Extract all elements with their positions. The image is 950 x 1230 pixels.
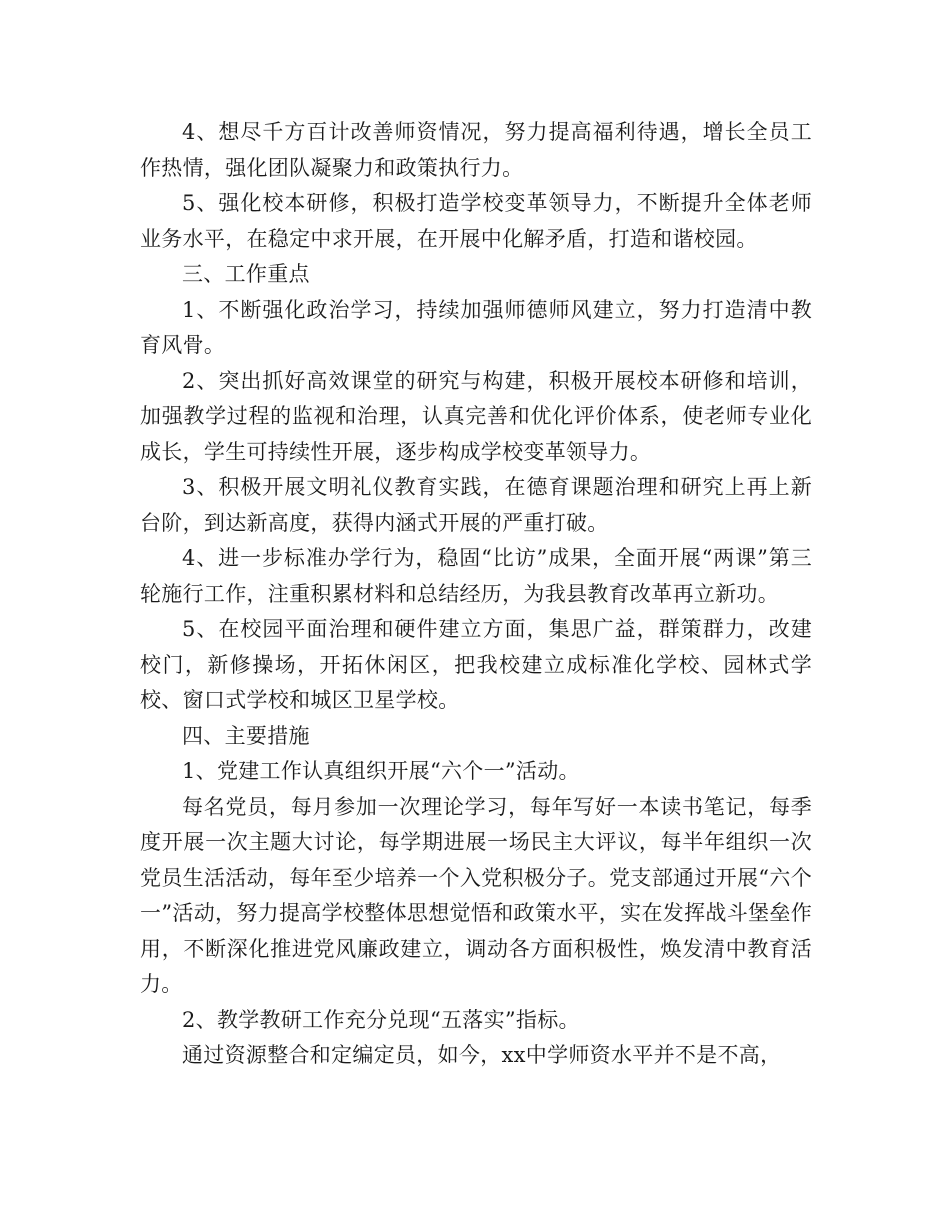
paragraph-goal-5: 5、强化校本研修，积极打造学校变革领导力，不断提升全体老师业务水平，在稳定中求开展，在开展中化解矛盾，打造和谐校园。: [140, 191, 812, 251]
paragraph-measure-2-detail: 通过资源整合和定编定员，如今，xx中学师资水平并不是不高，: [182, 1043, 782, 1067]
paragraph-measure-1: 1、党建工作认真组织开展“六个一”活动。: [182, 759, 580, 783]
paragraph-goal-4: 4、想尽千方百计改善师资情况，努力提高福利待遇，增长全员工作热情，强化团队凝聚力和政策执行力。: [140, 120, 812, 180]
paragraph-focus-2: 2、突出抓好高效课堂的研究与构建，积极开展校本研修和培训，加强教学过程的监视和治理，认真完善和优化评价体系，使老师专业化成长，学生可持续性开展，逐步构成学校变革领导力。: [140, 368, 812, 464]
paragraph-focus-5: 5、在校园平面治理和硬件建立方面，集思广益，群策群力，改建校门，新修操场，开拓休闲区，把我校建立成标准化学校、园林式学校、窗口式学校和城区卫星学校。: [140, 617, 812, 712]
paragraph-measure-1-detail: 每名党员，每月参加一次理论学习，每年写好一本读书笔记，每季度开展一次主题大讨论，每学期进展一场民主大评议，每半年组织一次党员生活活动，每年至少培养一个入党积极分子。党支部通过开展“六个一”活动，努力提高学校整体思想觉悟和政策水平，实在发挥战斗堡垒作用，不断深化推进党风廉政建立，调动各方面积极性，焕发清中教育活力。: [140, 794, 812, 996]
paragraph-measure-2: 2、教学教研工作充分兑现“五落实”指标。: [182, 1007, 580, 1032]
document-body: [140, 115, 812, 1074]
section-heading-main-measures: 四、主要措施: [182, 723, 310, 748]
paragraph-focus-3: 3、积极开展文明礼仪教育实践，在德育课题治理和研究上再上新台阶，到达新高度，获得内涵式开展的严重打破。: [140, 475, 812, 535]
section-heading-work-focus: 三、工作重点: [182, 262, 310, 286]
paragraph-focus-1: 1、不断强化政治学习，持续加强师德师风建立，努力打造清中教育风骨。: [140, 297, 812, 357]
paragraph-focus-4: 4、进一步标准办学行为，稳固“比访”成果，全面开展“两课”第三轮施行工作，注重积累材料和总结经历，为我县教育改革再立新功。: [140, 546, 812, 606]
